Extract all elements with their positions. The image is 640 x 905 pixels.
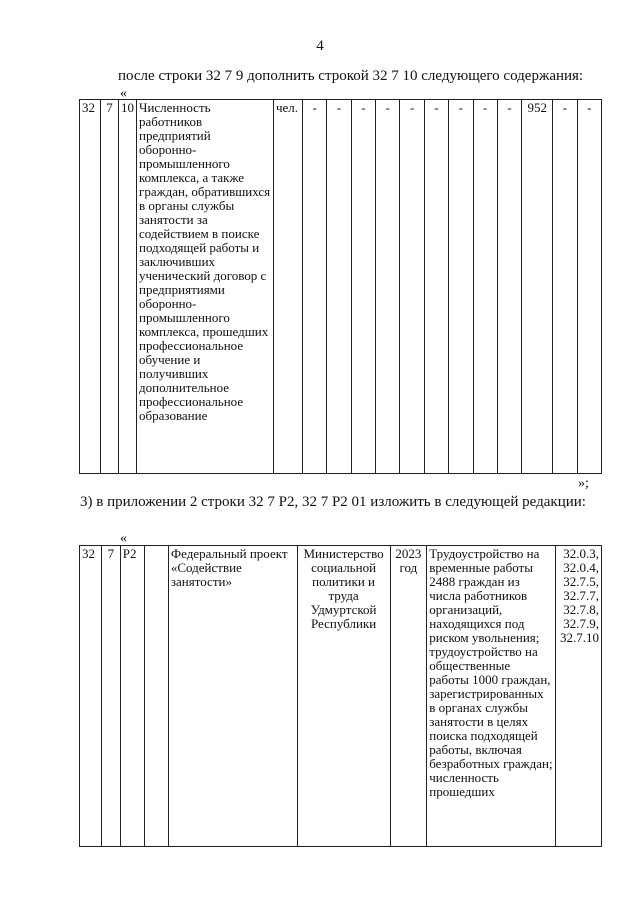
cell-code-3: Р2	[120, 546, 144, 847]
cell-dash: -	[553, 100, 577, 474]
cell-unit: чел.	[274, 100, 303, 474]
cell-project: Федеральный проект «Содействие занятости»	[168, 546, 297, 847]
cell-value: 952	[522, 100, 553, 474]
table-row	[80, 546, 602, 847]
cell-dash: -	[449, 100, 473, 474]
cell-dash: -	[351, 100, 375, 474]
cell-empty	[144, 546, 168, 847]
table-row	[80, 100, 602, 474]
page-number: 4	[316, 38, 324, 54]
open-quote-2: «	[120, 531, 127, 546]
cell-dash: -	[497, 100, 521, 474]
cell-indicators: 32.0.3, 32.0.4, 32.7.5, 32.7.7, 32.7.8, 32.7.9, 32.7.10	[555, 546, 601, 847]
cell-dash: -	[400, 100, 424, 474]
cell-code-2: 7	[101, 100, 119, 474]
cell-code-1: 32	[80, 546, 102, 847]
cell-code-1: 32	[80, 100, 101, 474]
cell-ministry: Министерство социальной политики и труда Удмуртской Республики	[297, 546, 390, 847]
close-quote: »;	[578, 476, 589, 491]
cell-year: 2023 год	[390, 546, 427, 847]
table-row-32-7-10	[79, 99, 602, 474]
cell-dash: -	[327, 100, 351, 474]
cell-code-3: 10	[119, 100, 137, 474]
cell-result: Трудоустройство на временные работы 2488 граждан из числа работников организаций, находящихся под риском увольнения; трудоустройство на общественные работы 1000 граждан, зарегистрированных в органах службы занятости в целях поиска подходящей работы, включая безработных граждан; численность прошедших	[427, 546, 556, 847]
cell-code-2: 7	[101, 546, 120, 847]
paragraph-3: 3) в приложении 2 строки 32 7 Р2, 32 7 Р2 01 изложить в следующей редакции:	[80, 494, 586, 510]
cell-dash: -	[424, 100, 448, 474]
cell-dash: -	[303, 100, 327, 474]
cell-dash: -	[376, 100, 400, 474]
cell-dash: -	[577, 100, 601, 474]
open-quote: «	[120, 86, 127, 101]
cell-description: Численность работников предприятий оборонно-промышленного комплекса, а также граждан, обратившихся в органы службы занятости за содействием в поиске подходящей работы и заключивших ученический договор с предприятиями оборонно-промышленного комплекса, прошедших профессиональное обучение и получивших дополнительное профессиональное образование	[137, 100, 274, 474]
intro-text: после строки 32 7 9 дополнить строкой 32 7 10 следующего содержания:	[118, 68, 584, 84]
cell-dash: -	[473, 100, 497, 474]
table-row-32-7-p2	[79, 545, 602, 847]
